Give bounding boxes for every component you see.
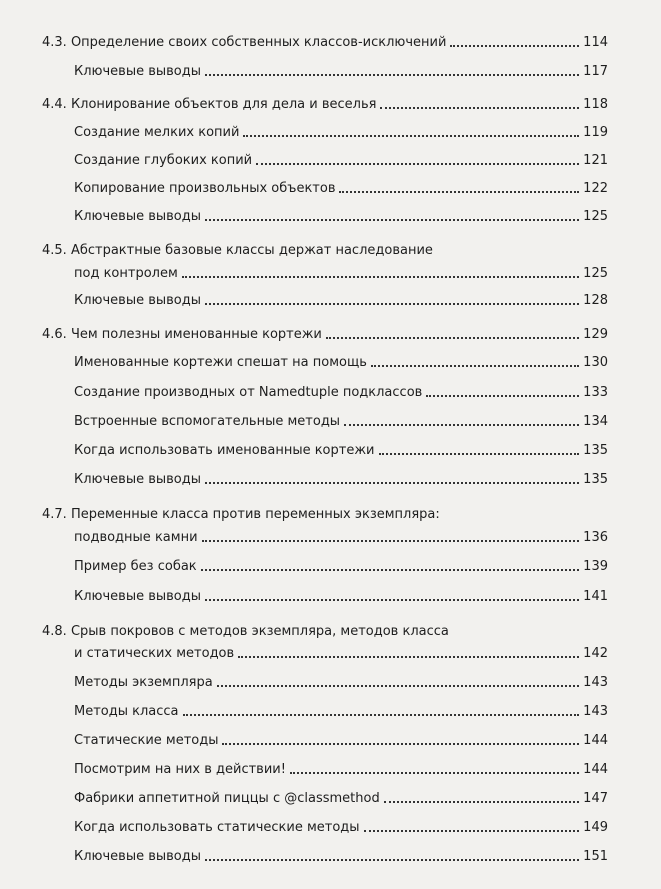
dot-leader bbox=[205, 302, 579, 305]
toc-entry-title: Создание глубоких копий bbox=[74, 153, 253, 168]
toc-subentry[interactable] bbox=[74, 208, 608, 225]
dot-leader bbox=[205, 858, 579, 861]
toc-entry-title: Фабрики аппетитной пиццы с @classmethod bbox=[74, 791, 380, 806]
dot-leader bbox=[183, 713, 580, 716]
toc-section-4-7[interactable] bbox=[74, 529, 608, 546]
dot-leader bbox=[379, 452, 580, 455]
toc-subentry[interactable] bbox=[74, 819, 608, 836]
toc-page-number: 144 bbox=[583, 762, 608, 777]
toc-section-4-3[interactable] bbox=[42, 34, 608, 51]
toc-entry-title: Ключевые выводы bbox=[74, 849, 202, 864]
toc-subentry[interactable] bbox=[74, 63, 608, 80]
dot-leader bbox=[205, 73, 579, 76]
toc-subentry[interactable] bbox=[74, 354, 608, 371]
toc-page-number: 147 bbox=[583, 791, 608, 806]
toc-entry-title: Ключевые выводы bbox=[74, 64, 202, 79]
toc-subentry[interactable] bbox=[74, 732, 608, 749]
toc-subentry[interactable] bbox=[74, 152, 608, 169]
toc-subentry[interactable] bbox=[74, 703, 608, 720]
toc-page-number: 133 bbox=[583, 385, 608, 400]
dot-leader bbox=[182, 275, 579, 278]
toc-entry-title: Методы класса bbox=[74, 704, 179, 719]
toc-entry-title: Посмотрим на них в действии! bbox=[74, 762, 286, 777]
toc-page-number: 144 bbox=[583, 733, 608, 748]
toc-subentry[interactable] bbox=[74, 848, 608, 865]
toc-page-number: 130 bbox=[583, 355, 608, 370]
toc-entry-title: Когда использовать статические методы bbox=[74, 820, 360, 835]
toc-page-number: 122 bbox=[583, 181, 608, 196]
dot-leader bbox=[201, 568, 580, 571]
toc-entry-title: Копирование произвольных объектов bbox=[74, 181, 336, 196]
toc-page-number: 143 bbox=[583, 704, 608, 719]
toc-page-number: 129 bbox=[583, 327, 608, 342]
toc-subentry[interactable] bbox=[74, 292, 608, 309]
dot-leader bbox=[205, 218, 579, 221]
toc-page-number: 135 bbox=[583, 443, 608, 458]
toc-subentry[interactable] bbox=[74, 413, 608, 430]
toc-entry-title: Когда использовать именованные кортежи bbox=[74, 443, 375, 458]
dot-leader bbox=[202, 539, 580, 542]
toc-page-number: 135 bbox=[583, 472, 608, 487]
toc-subentry[interactable] bbox=[74, 180, 608, 197]
dot-leader bbox=[205, 598, 579, 601]
toc-section-4-8[interactable] bbox=[74, 645, 608, 662]
toc-page-number: 125 bbox=[583, 266, 608, 281]
toc-subentry[interactable] bbox=[74, 442, 608, 459]
toc-entry-title: Создание мелких копий bbox=[74, 125, 240, 140]
toc-section-4-4[interactable] bbox=[42, 96, 608, 113]
toc-subentry[interactable] bbox=[74, 558, 608, 575]
toc-entry-title-line1: 4.5. Абстрактные базовые классы держат наследование bbox=[42, 243, 433, 258]
toc-subentry[interactable] bbox=[74, 471, 608, 488]
toc-subentry[interactable] bbox=[74, 384, 608, 401]
toc-entry-title: Методы экземпляра bbox=[74, 675, 213, 690]
toc-page-number: 141 bbox=[583, 589, 608, 604]
toc-page-number: 142 bbox=[583, 646, 608, 661]
toc-entry-title: Ключевые выводы bbox=[74, 209, 202, 224]
dot-leader bbox=[222, 742, 579, 745]
dot-leader bbox=[371, 364, 579, 367]
dot-leader bbox=[256, 162, 579, 165]
dot-leader bbox=[326, 336, 579, 339]
toc-entry-title: Статические методы bbox=[74, 733, 219, 748]
dot-leader bbox=[426, 394, 579, 397]
toc-entry-title: Создание производных от Namedtuple подклассов bbox=[74, 385, 423, 400]
dot-leader bbox=[243, 134, 579, 137]
toc-entry-title-line1: 4.8. Срыв покровов с методов экземпляра, методов класса bbox=[42, 624, 449, 639]
toc-page-number: 136 bbox=[583, 530, 608, 545]
toc-section-4-5[interactable] bbox=[74, 265, 608, 282]
toc-page-number: 134 bbox=[583, 414, 608, 429]
toc-page-number: 119 bbox=[583, 125, 608, 140]
dot-leader bbox=[238, 655, 579, 658]
toc-entry-title: Ключевые выводы bbox=[74, 293, 202, 308]
toc-subentry[interactable] bbox=[74, 588, 608, 605]
dot-leader bbox=[290, 771, 579, 774]
toc-subentry[interactable] bbox=[74, 124, 608, 141]
toc-page-number: 128 bbox=[583, 293, 608, 308]
toc-page-number: 143 bbox=[583, 675, 608, 690]
dot-leader bbox=[384, 800, 579, 803]
toc-entry-title-line1: 4.7. Переменные класса против переменных экземпляра: bbox=[42, 507, 440, 522]
toc-entry-title-line2: и статических методов bbox=[74, 646, 235, 661]
dot-leader bbox=[380, 106, 579, 109]
dot-leader bbox=[450, 44, 579, 47]
toc-subentry[interactable] bbox=[74, 761, 608, 778]
dot-leader bbox=[364, 829, 580, 832]
toc-page-number: 118 bbox=[583, 97, 608, 112]
toc-entry-title: Ключевые выводы bbox=[74, 589, 202, 604]
toc-entry-title: Именованные кортежи спешат на помощь bbox=[74, 355, 367, 370]
toc-page-number: 149 bbox=[583, 820, 608, 835]
dot-leader bbox=[217, 684, 579, 687]
toc-page-number: 125 bbox=[583, 209, 608, 224]
toc-entry-title: Встроенные вспомогательные методы bbox=[74, 414, 341, 429]
toc-page-number: 151 bbox=[583, 849, 608, 864]
dot-leader bbox=[205, 481, 579, 484]
toc-subentry[interactable] bbox=[74, 674, 608, 691]
toc-entry-title: Ключевые выводы bbox=[74, 472, 202, 487]
toc-section-4-6[interactable] bbox=[42, 326, 608, 343]
toc-entry-title-line2: под контролем bbox=[74, 266, 178, 281]
toc-entry-title: 4.4. Клонирование объектов для дела и веселья bbox=[42, 97, 377, 112]
toc-page-number: 121 bbox=[583, 153, 608, 168]
toc-entry-title-line2: подводные камни bbox=[74, 530, 198, 545]
toc-entry-title: 4.6. Чем полезны именованные кортежи bbox=[42, 327, 322, 342]
toc-page-number: 139 bbox=[583, 559, 608, 574]
toc-page-number: 117 bbox=[583, 64, 608, 79]
toc-page-number: 114 bbox=[583, 35, 608, 50]
toc-entry-title: Пример без собак bbox=[74, 559, 197, 574]
toc-subentry[interactable] bbox=[74, 790, 608, 807]
dot-leader bbox=[344, 423, 579, 426]
dot-leader bbox=[339, 190, 579, 193]
toc-entry-title: 4.3. Определение своих собственных классов-исключений bbox=[42, 35, 447, 50]
